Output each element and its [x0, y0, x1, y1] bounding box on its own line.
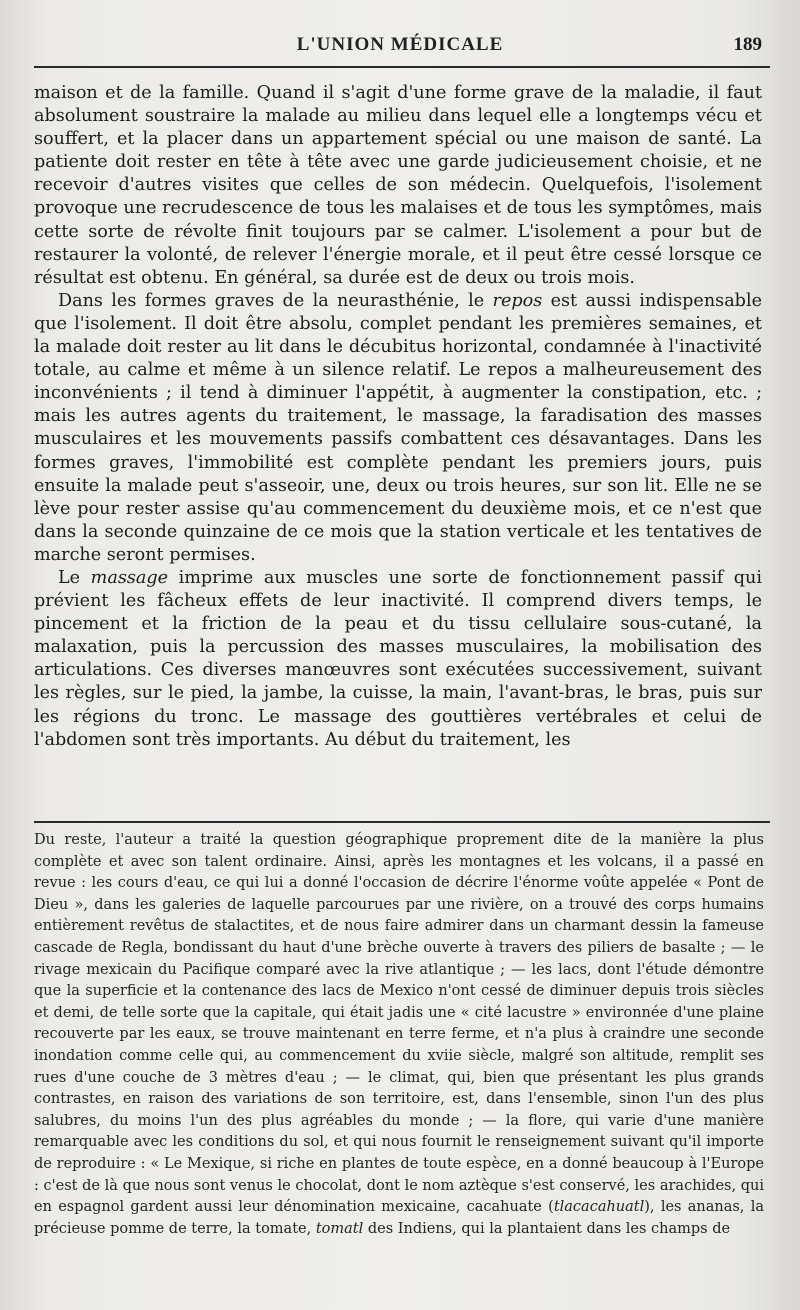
- paragraph-text: Le: [58, 567, 91, 588]
- main-text: [34, 82, 762, 752]
- paragraph-text: Dans les formes graves de la neurasthénie, le: [58, 290, 493, 311]
- emphasis: tomatl: [315, 1220, 364, 1237]
- emphasis: tlacacahuatl: [553, 1199, 645, 1216]
- emphasis: massage: [90, 567, 169, 588]
- paragraph: [34, 567, 762, 752]
- footnote-text: des Indiens, qui la plantaient dans les champs de: [363, 1220, 731, 1237]
- paragraph-text: est aussi indispensable que l'isolement. Il doit être absolu, complet pendant les premières semaines, et la malade doit rester au lit dans le décubitus horizontal, condamnée à l'inactivité totale, au calme et même à un silence relatif. Le repos a malheureusement des inconvénients ; il tend à diminuer l'appétit, à augmenter la constipation, etc. ; mais les autres agents du traitement, le massage, la faradisation des masses musculaires et les mouvements passifs combattent ces désavantages. Dans les formes graves, l'immobilité est complète pendant les premiers jours, puis ensuite la malade peut s'asseoir, une, deux ou trois heures, sur son lit. Elle ne se lève pour rester assise qu'au commencement du deuxième mois, et ce n'est que dans la seconde quinzaine de ce mois que la station verticale et les tentatives de marche seront permises.: [34, 290, 762, 565]
- emphasis: repos: [492, 290, 543, 311]
- footnote-rule: [34, 821, 770, 823]
- journal-title: L'UNION MÉDICALE: [296, 34, 504, 55]
- paragraph-text: maison et de la famille. Quand il s'agit d'une forme grave de la maladie, il faut absolument soustraire la malade au milieu dans lequel elle a longtemps vécu et souffert, et la placer dans un appartement spécial ou une maison de santé. La patiente doit rester en tête à tête avec une garde judicieusement choisie, et ne recevoir d'autres visites que celles de son médecin. Quelquefois, l'isolement provoque une recrudescence de tous les malaises et de tous les symptômes, mais cette sorte de révolte finit toujours par se calmer. L'isolement a pour but de restaurer la volonté, de relever l'énergie morale, et il peut être cessé lorsque ce résultat est obtenu. En général, sa durée est de deux ou trois mois.: [34, 83, 762, 288]
- footnote-paragraph: [34, 830, 764, 1240]
- header-rule: [34, 66, 770, 68]
- footnote-text: Du reste, l'auteur a traité la question géographique proprement dite de la manière la plus complète et avec son talent ordinaire. Ainsi, après les montagnes et les volcans, il a passé en revue : les cours d'eau, ce qui lui a donné l'occasion de décrire l'énorme voûte appelée « Pont de Dieu », dans les galeries de laquelle parcourues par une rivière, on a trouvé des corps humains entièrement revêtus de stalactites, et de nous faire admirer dans un charmant dessin la fameuse cascade de Regla, bondissant du haut d'une brèche ouverte à travers des piliers de basalte ; — le rivage mexicain du Pacifique comparé avec la rive atlantique ; — les lacs, dont l'étude démontre que la superficie et la contenance des lacs de Mexico n'ont cessé de diminuer depuis trois siècles et demi, de telle sorte que la capitale, qui était jadis une « cité lacustre » environnée d'une plaine recouverte par les eaux, se trouve maintenant en terre ferme, et n'a plus à craindre une seconde inondation comme celle qui, au commencement du xviie siècle, malgré son altitude, remplit ses rues d'une couche de 3 mètres d'eau ; — le climat, qui, bien que présentant les plus grands contrastes, en raison des variations de son territoire, est, dans l'ensemble, sinon l'un des plus salubres, du moins l'un des plus agréables du monde ; — la flore, qui varie d'une manière remarquable avec les conditions du sol, et qui nous fournit le renseignement suivant qu'il importe de reproduire : « Le Mexique, si riche en plantes de toute espèce, en a donné beaucoup à l'Europe : c'est de là que nous sont venus le chocolat, dont le nom aztèque s'est conservé, les arachides, qui en espagnol gardent aussi leur dénomination mexicaine, cacahuate (: [34, 832, 764, 1216]
- footnote-text: ), les ananas, la précieuse pomme de terre, la tomate,: [34, 1199, 764, 1237]
- page-number: 189: [733, 34, 762, 55]
- paragraph: [34, 82, 762, 290]
- footnote: [34, 830, 764, 1240]
- paragraph-text: imprime aux muscles une sorte de fonctionnement passif qui prévient les fâcheux effets de leur inactivité. Il comprend divers temps, le pincement et la friction de la peau et du tissu cellulaire sous-cutané, la malaxation, puis la percussion des masses musculaires, la mobilisation des articulations. Ces diverses manœuvres sont exécutées successivement, suivant les règles, sur le pied, la jambe, la cuisse, la main, l'avant-bras, le bras, puis sur les régions du tronc. Le massage des gouttières vertébrales et celui de l'abdomen sont très importants. Au début du traitement, les: [34, 567, 762, 750]
- paragraph: [34, 290, 762, 567]
- running-head: [30, 34, 770, 60]
